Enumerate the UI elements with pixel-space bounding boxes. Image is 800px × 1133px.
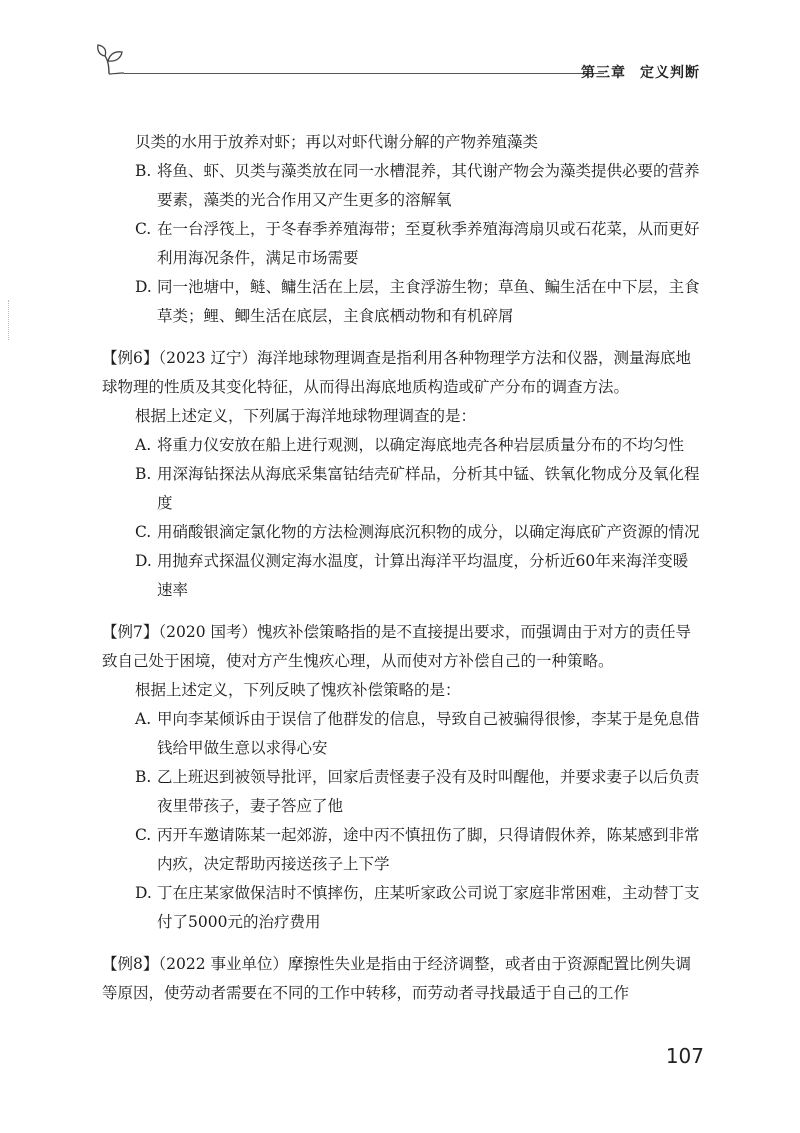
example-7-definition — [102, 618, 700, 676]
option-item — [102, 273, 700, 331]
option-text: 将鱼、虾、贝类与藻类放在同一水槽混养，其代谢产物会为藻类提供必要的营养要素，藻类的光合作用又产生更多的溶解氧 — [157, 162, 700, 209]
option-text: 乙上班迟到被领导批评，回家后责怪妻子没有及时叫醒他，并要求妻子以后负责夜里带孩子，妻子答应了他 — [157, 768, 700, 815]
option-item — [102, 157, 700, 215]
option-item — [102, 460, 700, 518]
example-source: （2020 国考） — [158, 623, 257, 641]
chapter-title: 定义判断 — [640, 65, 700, 81]
option-letter: C. — [135, 826, 152, 844]
example-label: 【例7】 — [102, 623, 159, 641]
option-item — [102, 215, 700, 273]
page-number: 107 — [665, 1044, 704, 1068]
header-rule — [124, 73, 604, 74]
option-text: 甲向李某倾诉由于误信了他群发的信息，导致自己被骗得很惨，李某于是免息借钱给甲做生意以求得心安 — [157, 710, 700, 757]
example-source: （2022 事业单位） — [158, 955, 288, 973]
option-text: 用抛弃式探温仪测定海水温度，计算出海洋平均温度，分析近60年来海洋变暖速率 — [157, 552, 689, 599]
example-label: 【例6】 — [102, 349, 159, 367]
option-letter: A. — [135, 710, 152, 728]
option-letter: D. — [135, 884, 152, 902]
option-text: 丁在庄某家做保洁时不慎摔伤，庄某听家政公司说丁家庭非常困难，主动替丁支付了5000元的治疗费用 — [157, 884, 700, 931]
example-8-definition — [102, 950, 700, 1008]
option-letter: C. — [135, 220, 152, 238]
option-text: 用深海钻探法从海底采集富钴结壳矿样品，分析其中锰、铁氧化物成分及氧化程度 — [157, 465, 700, 512]
option-letter: D. — [135, 552, 152, 570]
example-source: （2023 辽宁） — [158, 349, 257, 367]
option-letter: B. — [135, 768, 152, 786]
option-letter: A. — [135, 436, 152, 454]
chapter-heading — [581, 62, 700, 82]
continuation-line: 贝类的水用于放养对虾；再以对虾代谢分解的产物养殖藻类 — [135, 133, 539, 151]
example-6-definition — [102, 344, 700, 402]
example-definition-text: 愧疚补偿策略指的是不直接提出要求，而强调由于对方的责任导致自己处于困境，使对方产生愧疚心理，从而使对方补偿自己的一种策略。 — [102, 623, 692, 670]
option-item — [102, 431, 700, 460]
running-header — [96, 42, 700, 82]
option-item — [102, 879, 700, 937]
example-label: 【例8】 — [102, 955, 159, 973]
option-item — [102, 821, 700, 879]
option-text: 丙开车邀请陈某一起郊游，途中丙不慎扭伤了脚，只得请假休养，陈某感到非常内疚，决定帮助丙接送孩子上下学 — [157, 826, 700, 873]
example-7-question: 根据上述定义，下列反映了愧疚补偿策略的是： — [135, 681, 461, 699]
option-item — [102, 518, 700, 547]
option-letter: D. — [135, 278, 152, 296]
option-item — [102, 763, 700, 821]
option-letter: B. — [135, 162, 152, 180]
option-letter: C. — [135, 523, 152, 541]
option-text: 用硝酸银滴定氯化物的方法检测海底沉积物的成分，以确定海底矿产资源的情况 — [157, 523, 700, 541]
sprout-icon — [96, 42, 126, 76]
option-item — [102, 547, 700, 605]
option-text: 在一台浮筏上，于冬春季养殖海带；至夏秋季养殖海湾扇贝或石花菜，从而更好利用海况条件，满足市场需要 — [157, 220, 700, 267]
option-text: 同一池塘中，鲢、鳙生活在上层，主食浮游生物；草鱼、鳊生活在中下层，主食草类；鲤、鲫生活在底层，主食底栖动物和有机碎屑 — [157, 278, 700, 325]
option-letter: B. — [135, 465, 152, 483]
chapter-number: 第三章 — [581, 65, 626, 81]
option-item — [102, 705, 700, 763]
example-6-question: 根据上述定义，下列属于海洋地球物理调查的是： — [135, 407, 477, 425]
example-definition-text: 摩擦性失业是指由于经济调整，或者由于资源配置比例失调等原因，使劳动者需要在不同的工作中转移，而劳动者寻找最适于自己的工作 — [102, 955, 692, 1002]
page-body — [102, 128, 700, 1008]
option-text: 将重力仪安放在船上进行观测，以确定海底地壳各种岩层质量分布的不均匀性 — [157, 436, 685, 454]
example-definition-text: 海洋地球物理调查是指利用各种物理学方法和仪器，测量海底地球物理的性质及其变化特征，从而得出海底地质构造或矿产分布的调查方法。 — [102, 349, 692, 396]
binding-margin-marks — [8, 300, 11, 340]
